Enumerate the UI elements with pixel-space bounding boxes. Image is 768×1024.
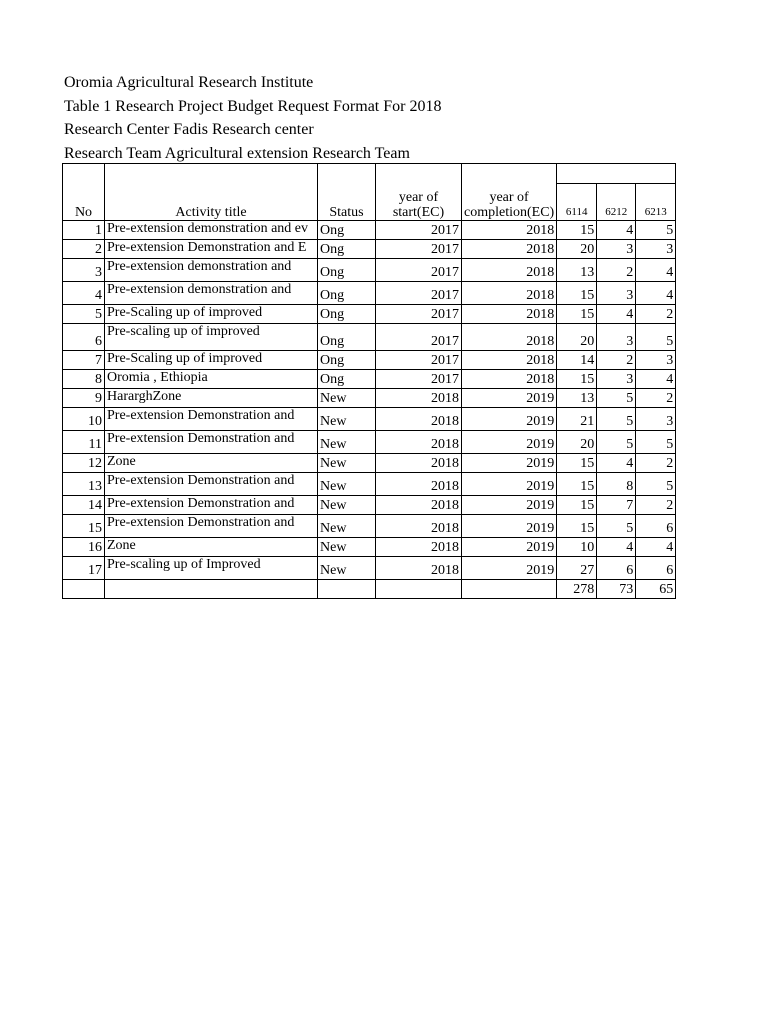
row-title (105, 538, 318, 557)
row-title-text: Pre-extension Demonstration and (107, 473, 295, 488)
row-title-text: Pre-Scaling up of improved (107, 351, 263, 366)
row-6213: 3 (636, 408, 676, 431)
row-title-text: Pre-scaling up of Improved (107, 557, 261, 572)
row-6212: 5 (597, 515, 636, 538)
table-row (63, 496, 676, 515)
row-title (105, 431, 318, 454)
row-title (105, 282, 318, 305)
research-center: Research Center Fadis Research center (64, 121, 314, 138)
row-6114: 20 (557, 240, 597, 259)
row-6212: 2 (597, 259, 636, 282)
row-end: 2018 (462, 351, 557, 370)
row-end: 2019 (462, 431, 557, 454)
row-6212: 3 (597, 324, 636, 351)
row-start: 2018 (376, 454, 462, 473)
row-6212: 4 (597, 305, 636, 324)
row-title-text: Pre-extension demonstration and (107, 259, 292, 274)
row-no: 1 (63, 221, 105, 240)
row-status: New (318, 408, 376, 431)
table-row (63, 240, 676, 259)
row-6213: 2 (636, 305, 676, 324)
row-title-text: Pre-Scaling up of improved (107, 305, 263, 320)
row-start: 2017 (376, 221, 462, 240)
row-title-text: Pre-extension Demonstration and (107, 515, 295, 530)
row-end: 2019 (462, 496, 557, 515)
row-6114: 15 (557, 496, 597, 515)
row-6212: 4 (597, 538, 636, 557)
row-title (105, 324, 318, 351)
row-status: Ong (318, 324, 376, 351)
row-6212: 2 (597, 351, 636, 370)
row-start: 2017 (376, 351, 462, 370)
table-title: Table 1 Research Project Budget Request Format For 2018 (64, 97, 442, 115)
row-6212: 3 (597, 240, 636, 259)
row-6213: 2 (636, 496, 676, 515)
row-6212: 4 (597, 454, 636, 473)
row-status: New (318, 389, 376, 408)
col-header-year-completion: year of completion(EC) (462, 164, 557, 221)
row-title-text: Oromia , Ethiopia (107, 370, 208, 385)
row-6114: 15 (557, 454, 597, 473)
row-title-text: Pre-scaling up of improved (107, 324, 260, 339)
row-end: 2018 (462, 324, 557, 351)
row-6114: 15 (557, 221, 597, 240)
row-start: 2017 (376, 324, 462, 351)
row-6114: 10 (557, 538, 597, 557)
row-6213: 5 (636, 324, 676, 351)
row-title-text: Pre-extension Demonstration and E (107, 240, 307, 255)
col-header-6213: 6213 (636, 184, 676, 221)
row-6213: 5 (636, 473, 676, 496)
budget-table (62, 163, 676, 599)
row-6213: 2 (636, 389, 676, 408)
row-6212: 5 (597, 389, 636, 408)
row-6114: 15 (557, 473, 597, 496)
table-row (63, 515, 676, 538)
row-title (105, 240, 318, 259)
row-6213: 5 (636, 431, 676, 454)
row-6114: 20 (557, 324, 597, 351)
row-end: 2019 (462, 454, 557, 473)
row-6212: 5 (597, 431, 636, 454)
research-team: Research Team Agricultural extension Research Team (64, 144, 410, 162)
row-end: 2019 (462, 389, 557, 408)
row-status: New (318, 431, 376, 454)
row-6114: 14 (557, 351, 597, 370)
row-6114: 15 (557, 515, 597, 538)
row-status: New (318, 557, 376, 580)
row-end: 2018 (462, 259, 557, 282)
row-status: Ong (318, 351, 376, 370)
col-header-activity-title: Activity title (105, 164, 318, 221)
row-6213: 4 (636, 370, 676, 389)
col-header-6212: 6212 (597, 184, 636, 221)
row-6212: 8 (597, 473, 636, 496)
row-start: 2018 (376, 557, 462, 580)
table-row (63, 221, 676, 240)
row-6212: 3 (597, 370, 636, 389)
row-no: 7 (63, 351, 105, 370)
row-status: Ong (318, 370, 376, 389)
row-title (105, 221, 318, 240)
row-no: 6 (63, 324, 105, 351)
row-title (105, 305, 318, 324)
row-status: New (318, 473, 376, 496)
row-status: New (318, 515, 376, 538)
row-no: 12 (63, 454, 105, 473)
table-row (63, 557, 676, 580)
row-status: Ong (318, 221, 376, 240)
row-title-text: Pre-extension demonstration and (107, 282, 292, 297)
table-row (63, 454, 676, 473)
total-6212: 73 (597, 580, 636, 599)
row-6213: 6 (636, 515, 676, 538)
row-title-text: Zone (107, 454, 136, 469)
table-row (63, 408, 676, 431)
col-header-no: No (63, 164, 105, 221)
row-no: 10 (63, 408, 105, 431)
row-6114: 21 (557, 408, 597, 431)
row-status: New (318, 538, 376, 557)
totals-empty-status (318, 580, 376, 599)
row-no: 9 (63, 389, 105, 408)
table-row (63, 305, 676, 324)
row-start: 2018 (376, 496, 462, 515)
row-no: 5 (63, 305, 105, 324)
document-header (64, 71, 441, 165)
table-row (63, 473, 676, 496)
row-6212: 7 (597, 496, 636, 515)
row-status: New (318, 454, 376, 473)
row-title-text: Pre-extension demonstration and ev (107, 221, 309, 236)
row-start: 2017 (376, 259, 462, 282)
row-title (105, 496, 318, 515)
table-row (63, 282, 676, 305)
totals-empty-title (105, 580, 318, 599)
row-title-text: Pre-extension Demonstration and (107, 408, 295, 423)
row-start: 2017 (376, 370, 462, 389)
total-6213: 65 (636, 580, 676, 599)
row-6213: 5 (636, 221, 676, 240)
totals-empty-end (462, 580, 557, 599)
row-no: 4 (63, 282, 105, 305)
row-title-text: Zone (107, 538, 136, 553)
row-status: Ong (318, 240, 376, 259)
row-6212: 6 (597, 557, 636, 580)
row-end: 2019 (462, 515, 557, 538)
row-end: 2019 (462, 538, 557, 557)
totals-empty-start (376, 580, 462, 599)
row-title (105, 389, 318, 408)
row-6213: 2 (636, 454, 676, 473)
row-end: 2018 (462, 305, 557, 324)
row-title (105, 473, 318, 496)
row-no: 16 (63, 538, 105, 557)
row-start: 2018 (376, 473, 462, 496)
row-6114: 15 (557, 282, 597, 305)
row-6213: 3 (636, 351, 676, 370)
row-title (105, 408, 318, 431)
row-no: 3 (63, 259, 105, 282)
row-status: Ong (318, 305, 376, 324)
row-6213: 4 (636, 538, 676, 557)
row-no: 15 (63, 515, 105, 538)
row-6212: 4 (597, 221, 636, 240)
row-6212: 3 (597, 282, 636, 305)
table-row (63, 259, 676, 282)
row-no: 14 (63, 496, 105, 515)
row-start: 2017 (376, 240, 462, 259)
row-end: 2019 (462, 408, 557, 431)
row-title (105, 351, 318, 370)
row-6114: 15 (557, 370, 597, 389)
total-6114: 278 (557, 580, 597, 599)
row-title (105, 370, 318, 389)
row-start: 2018 (376, 515, 462, 538)
row-title (105, 454, 318, 473)
row-start: 2018 (376, 431, 462, 454)
row-6114: 27 (557, 557, 597, 580)
row-start: 2018 (376, 408, 462, 431)
row-end: 2018 (462, 370, 557, 389)
table-row (63, 351, 676, 370)
row-no: 2 (63, 240, 105, 259)
row-status: New (318, 496, 376, 515)
row-6213: 6 (636, 557, 676, 580)
row-6212: 5 (597, 408, 636, 431)
row-start: 2018 (376, 389, 462, 408)
row-6213: 4 (636, 259, 676, 282)
col-header-budget-group (557, 164, 676, 184)
row-start: 2018 (376, 538, 462, 557)
row-title-text: Pre-extension Demonstration and (107, 431, 295, 446)
row-end: 2018 (462, 282, 557, 305)
row-6114: 13 (557, 389, 597, 408)
table-row (63, 538, 676, 557)
col-header-year-start: year of start(EC) (376, 164, 462, 221)
row-6213: 3 (636, 240, 676, 259)
table-row (63, 431, 676, 454)
table-row (63, 324, 676, 351)
row-no: 11 (63, 431, 105, 454)
row-title (105, 515, 318, 538)
row-start: 2017 (376, 282, 462, 305)
row-end: 2018 (462, 221, 557, 240)
institute-name: Oromia Agricultural Research Institute (64, 74, 314, 91)
row-no: 17 (63, 557, 105, 580)
row-no: 8 (63, 370, 105, 389)
totals-empty-no (63, 580, 105, 599)
row-status: Ong (318, 259, 376, 282)
row-title-text: HararghZone (107, 389, 182, 404)
row-start: 2017 (376, 305, 462, 324)
table-row (63, 370, 676, 389)
row-title-text: Pre-extension Demonstration and (107, 496, 295, 511)
table-row (63, 389, 676, 408)
row-no: 13 (63, 473, 105, 496)
row-end: 2019 (462, 557, 557, 580)
totals-row (63, 580, 676, 599)
row-title (105, 259, 318, 282)
row-6213: 4 (636, 282, 676, 305)
row-end: 2019 (462, 473, 557, 496)
row-status: Ong (318, 282, 376, 305)
row-end: 2018 (462, 240, 557, 259)
row-6114: 20 (557, 431, 597, 454)
row-6114: 13 (557, 259, 597, 282)
row-6114: 15 (557, 305, 597, 324)
row-title (105, 557, 318, 580)
col-header-status: Status (318, 164, 376, 221)
col-header-6114: 6114 (557, 184, 597, 221)
